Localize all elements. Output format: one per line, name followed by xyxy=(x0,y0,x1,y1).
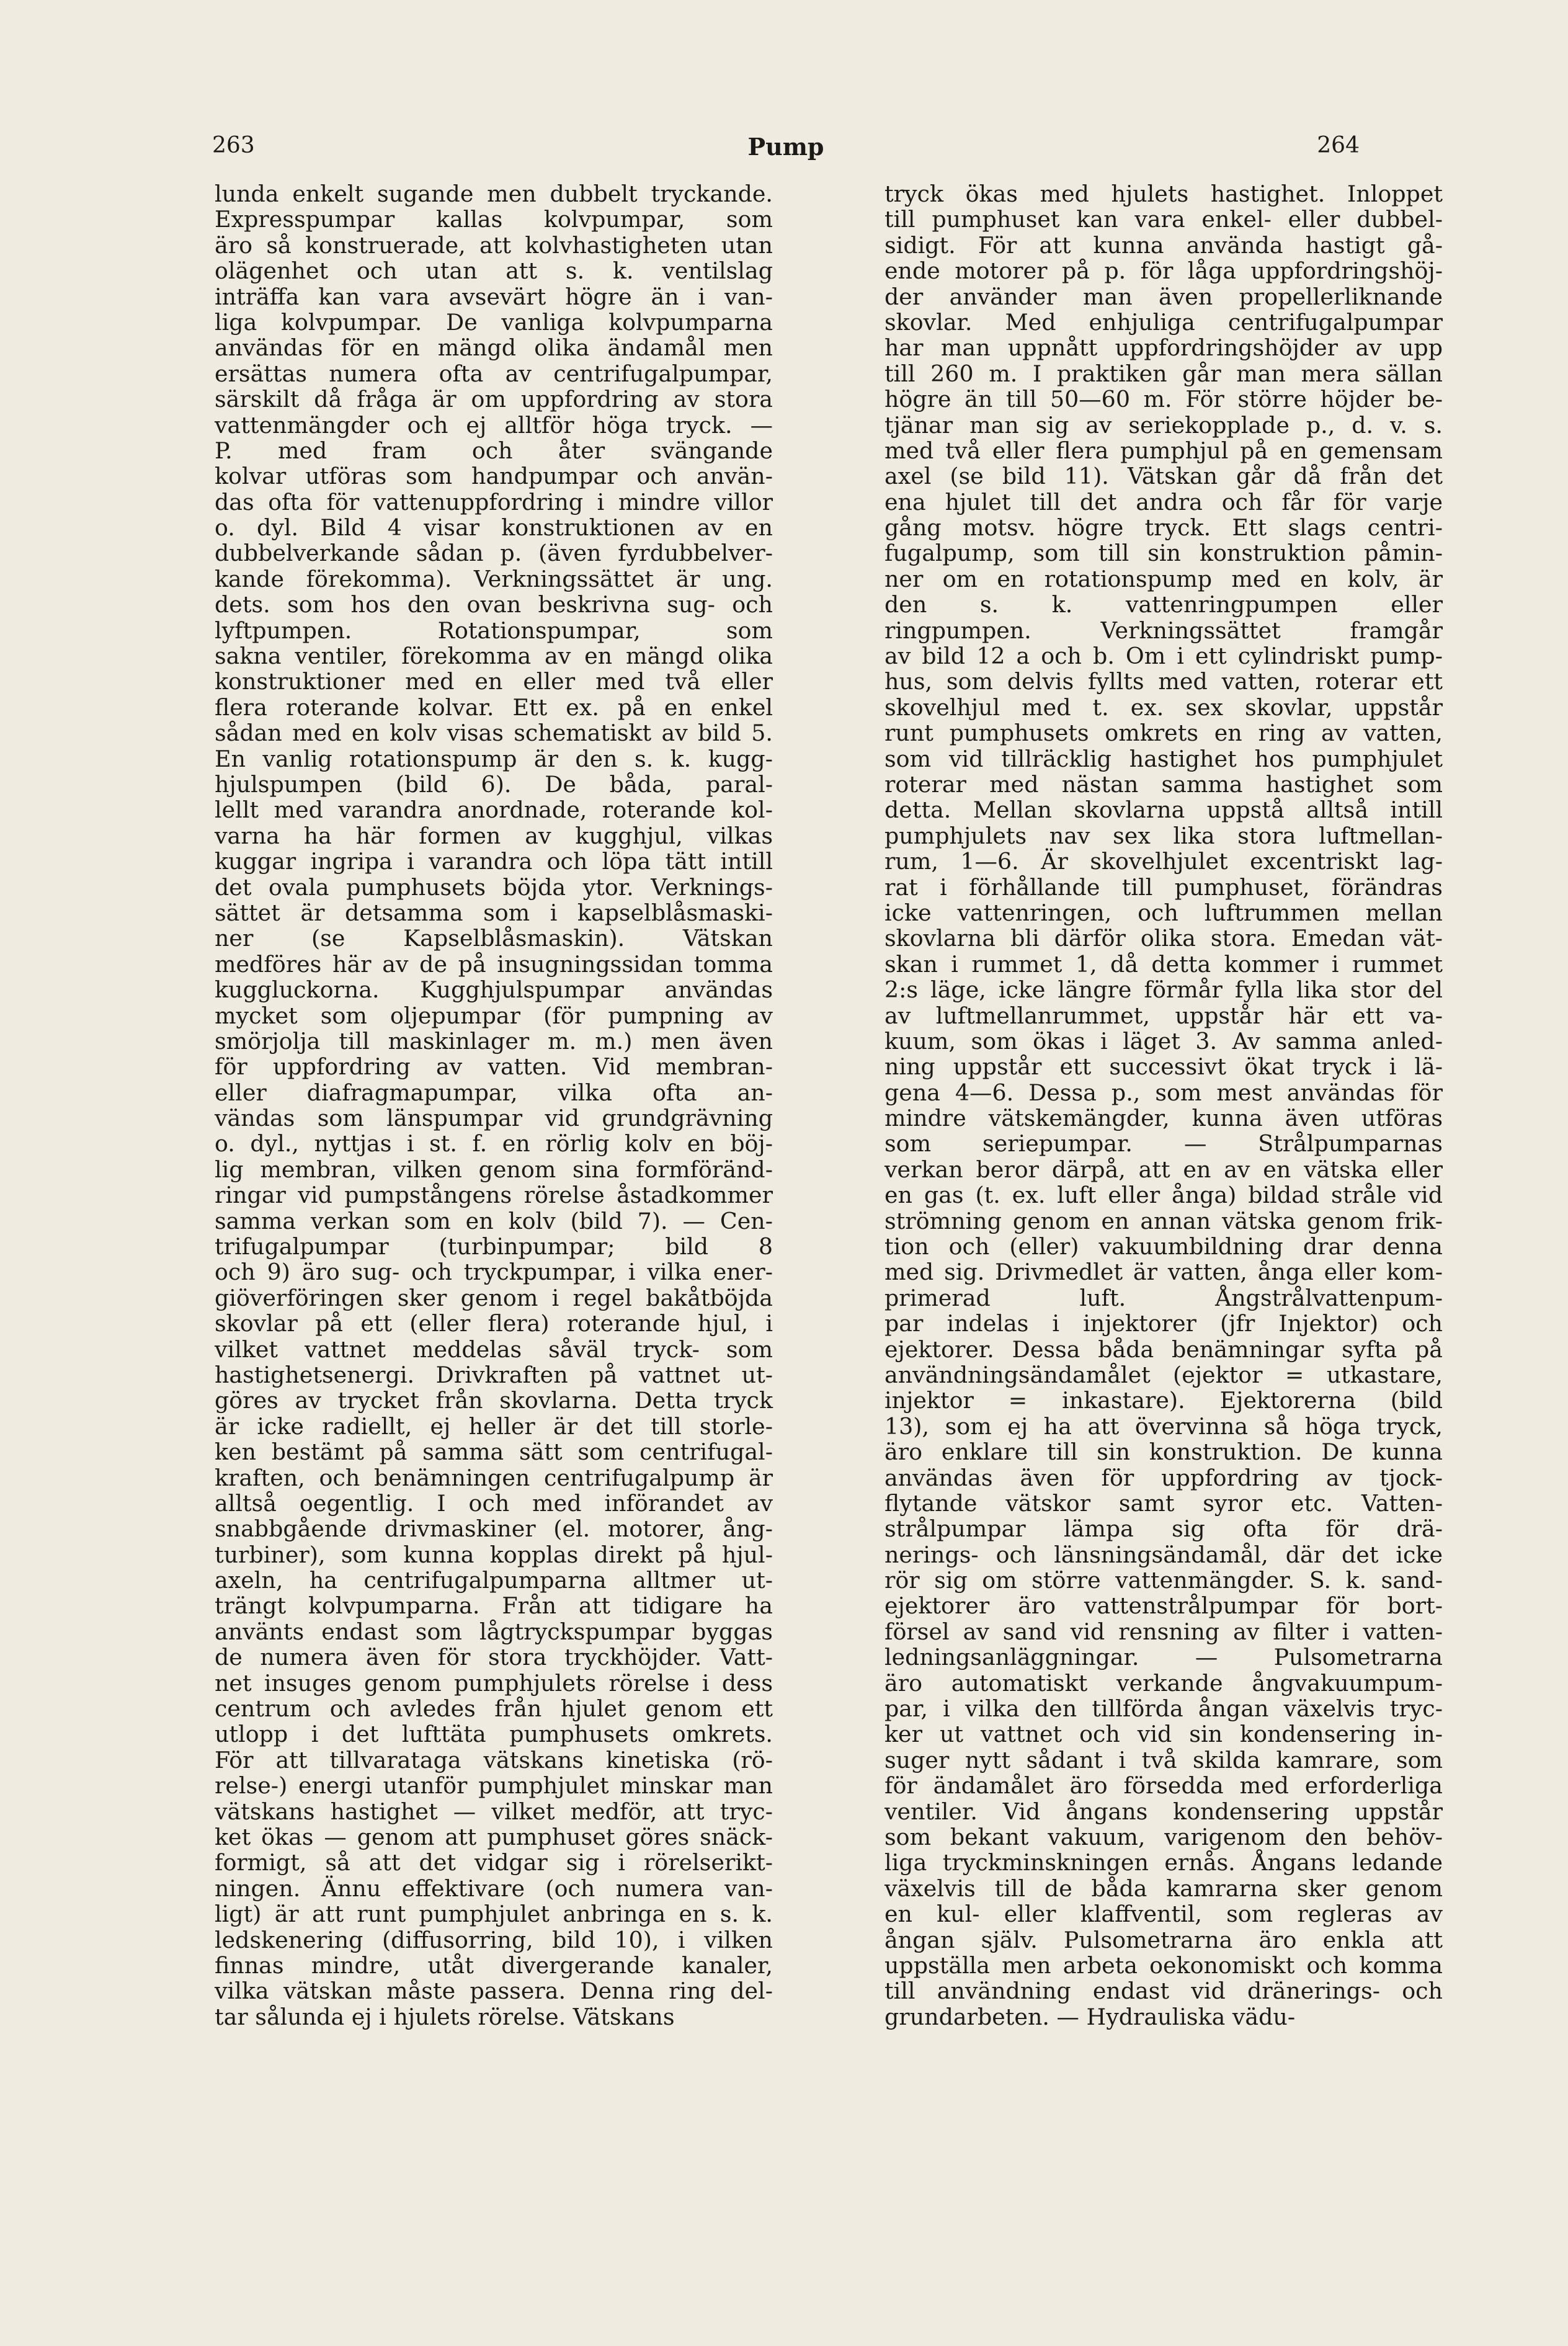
text-line: rör sig om större vattenmängder. S. k. sand- xyxy=(884,1567,1443,1594)
text-line: det ovala pumphusets böjda ytor. Verknings- xyxy=(215,873,773,901)
text-line: har man uppnått uppfordringshöjder av upp xyxy=(884,334,1443,362)
text-line: nerings- och länsningsändamål, där det icke xyxy=(884,1541,1443,1568)
text-line: ledskenering (diffusorring, bild 10), i vilken xyxy=(215,1926,773,1953)
text-line: ringpumpen. Verkningssättet framgår xyxy=(884,617,1443,644)
text-line: lellt med varandra anordnade, roterande kol- xyxy=(215,796,773,824)
text-line: och 9) äro sug- och tryckpumpar, i vilka ener- xyxy=(215,1259,773,1286)
text-line: lig membran, vilken genom sina formföränd- xyxy=(215,1156,773,1183)
text-line: skan i rummet 1, då detta kommer i rummet xyxy=(884,950,1443,978)
text-line: ning uppstår ett successivt ökat tryck i lä- xyxy=(884,1053,1443,1081)
text-line: lyftpumpen. Rotationspumpar, som xyxy=(215,617,773,644)
page-header xyxy=(212,133,1360,170)
text-line: o. dyl., nyttjas i st. f. en rörlig kolv en böj- xyxy=(215,1130,773,1157)
text-line: das ofta för vattenuppfordring i mindre villor xyxy=(215,488,773,515)
text-line: formigt, så att det vidgar sig i rörelserikt- xyxy=(215,1849,773,1876)
text-line: av luftmellanrummet, uppstår här ett va- xyxy=(884,1002,1443,1029)
text-line: ventiler. Vid ångans kondensering uppstår xyxy=(884,1798,1443,1825)
text-line: särskilt då fråga är om uppfordring av stora xyxy=(215,386,773,413)
text-line: varna ha här formen av kugghjul, vilkas xyxy=(215,822,773,849)
text-line: till pumphuset kan vara enkel- eller dubbel- xyxy=(884,206,1443,233)
text-line: gena 4—6. Dessa p., som mest användas för xyxy=(884,1079,1443,1106)
text-line: o. dyl. Bild 4 visar konstruktionen av en xyxy=(215,514,773,542)
text-line: göres av trycket från skovlarna. Detta tryck xyxy=(215,1387,773,1414)
text-line: kolvar utföras som handpumpar och använ- xyxy=(215,463,773,490)
text-line: ket ökas — genom att pumphuset göres snäck- xyxy=(215,1824,773,1850)
text-line: primerad luft. Ångstrålvattenpum- xyxy=(884,1284,1443,1311)
text-line: centrum och avledes från hjulet genom ett xyxy=(215,1695,773,1723)
left-column xyxy=(215,181,773,2030)
text-line: uppställa men arbeta oekonomiskt och komma xyxy=(884,1951,1443,1979)
right-column xyxy=(884,181,1443,2030)
text-line: sidigt. För att kunna använda hastigt gå- xyxy=(884,231,1443,259)
text-line: smörjolja till maskinlager m. m.) men även xyxy=(215,1027,773,1055)
text-line: mindre vätskemängder, kunna även utföras xyxy=(884,1105,1443,1132)
text-line: vändas som länspumpar vid grundgrävning xyxy=(215,1105,773,1132)
text-line: lunda enkelt sugande men dubbelt tryckande. xyxy=(215,181,773,207)
text-line: 13), som ej ha att övervinna så höga tryck, xyxy=(884,1412,1443,1440)
text-line: axel (se bild 11). Vätskan går då från det xyxy=(884,463,1443,490)
text-line: P. med fram och åter svängande xyxy=(215,437,773,464)
text-line: av bild 12 a och b. Om i ett cylindriskt pump- xyxy=(884,643,1443,670)
text-line: ker ut vattnet och vid sin kondensering in- xyxy=(884,1721,1443,1748)
text-line: ner (se Kapselblåsmaskin). Vätskan xyxy=(215,925,773,952)
text-line: för ändamålet äro försedda med erforderliga xyxy=(884,1772,1443,1800)
text-line: växelvis till de båda kamrarna sker genom xyxy=(884,1875,1443,1902)
text-line: injektor = inkastare). Ejektorerna (bild xyxy=(884,1387,1443,1414)
text-line: samma verkan som en kolv (bild 7). — Cen- xyxy=(215,1207,773,1234)
text-line: turbiner), som kunna kopplas direkt på hjul- xyxy=(215,1541,773,1568)
text-line: användningsändamålet (ejektor = utkastare, xyxy=(884,1361,1443,1388)
text-line: inträffa kan vara avsevärt högre än i van- xyxy=(215,283,773,310)
text-line: pumphjulets nav sex lika stora luftmellan- xyxy=(884,822,1443,849)
text-line: ejektorer äro vattenstrålpumpar för bort- xyxy=(884,1592,1443,1620)
text-line: olägenhet och utan att s. k. ventilslag xyxy=(215,257,773,285)
text-line: med två eller flera pumphjul på en gemensam xyxy=(884,437,1443,464)
text-line: trängt kolvpumparna. Från att tidigare ha xyxy=(215,1592,773,1620)
text-line: sättet är detsamma som i kapselblåsmaski- xyxy=(215,899,773,926)
text-line: relse-) energi utanför pumphjulet minskar man xyxy=(215,1772,773,1800)
text-line: Expresspumpar kallas kolvpumpar, som xyxy=(215,206,773,233)
text-line: äro enklare till sin konstruktion. De kunna xyxy=(884,1438,1443,1466)
text-line: par indelas i injektorer (jfr Injektor) och xyxy=(884,1310,1443,1337)
text-line: rum, 1—6. Är skovelhjulet excentriskt lag- xyxy=(884,848,1443,875)
text-line: försel av sand vid rensning av filter i vatten- xyxy=(884,1618,1443,1645)
text-line: användas även för uppfordring av tjock- xyxy=(884,1464,1443,1491)
text-line: som bekant vakuum, varigenom den behöv- xyxy=(884,1824,1443,1850)
text-line: utlopp i det lufttäta pumphusets omkrets. xyxy=(215,1721,773,1748)
text-line: ångan själv. Pulsometrarna äro enkla att xyxy=(884,1926,1443,1953)
text-line: skovlarna bli därför olika stora. Emedan vät- xyxy=(884,925,1443,952)
text-line: hastighetsenergi. Drivkraften på vattnet ut- xyxy=(215,1361,773,1388)
text-line: ena hjulet till det andra och får för varje xyxy=(884,488,1443,515)
text-line: sådan med en kolv visas schematiskt av bild 5. xyxy=(215,720,773,747)
text-line: till 260 m. I praktiken går man mera sällan xyxy=(884,360,1443,387)
text-line: giöverföringen sker genom i regel bakåtböjda xyxy=(215,1284,773,1311)
page-title: Pump xyxy=(747,133,824,161)
text-line: fugalpump, som till sin konstruktion påmin- xyxy=(884,540,1443,567)
text-line: äro så konstruerade, att kolvhastigheten utan xyxy=(215,231,773,259)
text-line: grundarbeten. — Hydrauliska vädu- xyxy=(884,2003,1296,2030)
text-line: kraften, och benämningen centrifugalpump är xyxy=(215,1464,773,1491)
text-line: den s. k. vattenringpumpen eller xyxy=(884,591,1443,618)
text-line: tjänar man sig av seriekopplade p., d. v. s. xyxy=(884,411,1443,439)
text-line: vilket vattnet meddelas såväl tryck- som xyxy=(215,1336,773,1363)
text-line: flera roterande kolvar. Ett ex. på en enkel xyxy=(215,694,773,721)
text-line: hjulspumpen (bild 6). De båda, paral- xyxy=(215,770,773,798)
text-line: använts endast som lågtryckspumpar byggas xyxy=(215,1618,773,1645)
text-line: dubbelverkande sådan p. (även fyrdubbelver- xyxy=(215,540,773,567)
text-line: är icke radiellt, ej heller är det till storle- xyxy=(215,1412,773,1440)
text-line: tion och (eller) vakuumbildning drar denna xyxy=(884,1233,1443,1260)
text-line: kuggluckorna. Kugghjulspumpar användas xyxy=(215,976,773,1004)
text-line: kande förekomma). Verkningssättet är ung. xyxy=(215,565,773,592)
text-line: högre än till 50—60 m. För större höjder be- xyxy=(884,386,1443,413)
text-line: skovlar. Med enhjuliga centrifugalpumpar xyxy=(884,308,1443,336)
text-line: en kul- eller klaffventil, som regleras av xyxy=(884,1901,1443,1928)
text-line: till användning endast vid dränerings- och xyxy=(884,1978,1443,2005)
text-line: ken bestämt på samma sätt som centrifugal- xyxy=(215,1438,773,1466)
text-line: ersättas numera ofta av centrifugalpumpar, xyxy=(215,360,773,387)
text-line: runt pumphusets omkrets en ring av vatten, xyxy=(884,720,1443,747)
page-number-right: 264 xyxy=(1317,133,1360,158)
text-line: icke vattenringen, och luftrummen mellan xyxy=(884,899,1443,926)
text-line: konstruktioner med en eller med två eller xyxy=(215,668,773,695)
text-line: strålpumpar lämpa sig ofta för drä- xyxy=(884,1515,1443,1543)
text-line: roterar med nästan samma hastighet som xyxy=(884,770,1443,798)
text-line: ledningsanläggningar. — Pulsometrarna xyxy=(884,1644,1443,1671)
text-line: rat i förhållande till pumphuset, förändras xyxy=(884,873,1443,901)
text-line: ningen. Ännu effektivare (och numera van- xyxy=(215,1875,773,1902)
text-line: detta. Mellan skovlarna uppstå alltså intill xyxy=(884,796,1443,824)
text-line: net insuges genom pumphjulets rörelse i dess xyxy=(215,1669,773,1697)
text-line: snabbgående drivmaskiner (el. motorer, ång- xyxy=(215,1515,773,1543)
text-line: ende motorer på p. för låga uppfordringshöj- xyxy=(884,257,1443,285)
text-line: finnas mindre, utåt divergerande kanaler, xyxy=(215,1951,773,1979)
text-line: mycket som oljepumpar (för pumpning av xyxy=(215,1002,773,1029)
text-line: vätskans hastighet — vilket medför, att tryc- xyxy=(215,1798,773,1825)
text-line: trifugalpumpar (turbinpumpar; bild 8 xyxy=(215,1233,773,1260)
text-line: skovelhjul med t. ex. sex skovlar, uppstår xyxy=(884,694,1443,721)
text-line: par, i vilka den tillförda ångan växelvis tryc- xyxy=(884,1695,1443,1723)
text-line: medföres här av de på insugningssidan tomma xyxy=(215,950,773,978)
text-line: axeln, ha centrifugalpumparna alltmer ut- xyxy=(215,1567,773,1594)
text-line: användas för en mängd olika ändamål men xyxy=(215,334,773,362)
text-line: som seriepumpar. — Strålpumparnas xyxy=(884,1130,1443,1157)
text-line: 2:s läge, icke längre förmår fylla lika stor del xyxy=(884,976,1443,1004)
text-line: hus, som delvis fyllts med vatten, roterar ett xyxy=(884,668,1443,695)
text-line: med sig. Drivmedlet är vatten, ånga eller kom- xyxy=(884,1259,1443,1286)
text-line: verkan beror därpå, att en av en vätska eller xyxy=(884,1156,1443,1183)
text-line: suger nytt sådant i två skilda kamrare, som xyxy=(884,1746,1443,1773)
text-line: ejektorer. Dessa båda benämningar syfta på xyxy=(884,1336,1443,1363)
text-line: der använder man även propellerliknande xyxy=(884,283,1443,310)
text-line: kuggar ingripa i varandra och löpa tätt intill xyxy=(215,848,773,875)
text-line: vilka vätskan måste passera. Denna ring del- xyxy=(215,1978,773,2005)
text-line: sakna ventiler, förekomma av en mängd olika xyxy=(215,643,773,670)
text-line: eller diafragmapumpar, vilka ofta an- xyxy=(215,1079,773,1106)
text-line: som vid tillräcklig hastighet hos pumphjulet xyxy=(884,745,1443,772)
text-line: dets. som hos den ovan beskrivna sug- och xyxy=(215,591,773,618)
text-line: en gas (t. ex. luft eller ånga) bildad stråle vid xyxy=(884,1182,1443,1209)
text-line: flytande vätskor samt syror etc. Vatten- xyxy=(884,1489,1443,1517)
text-line: skovlar på ett (eller flera) roterande hjul, i xyxy=(215,1310,773,1337)
text-line: vattenmängder och ej alltför höga tryck. — xyxy=(215,411,773,439)
text-line: tryck ökas med hjulets hastighet. Inloppet xyxy=(884,181,1443,207)
text-line: strömning genom en annan vätska genom frik- xyxy=(884,1207,1443,1234)
text-line: En vanlig rotationspump är den s. k. kugg- xyxy=(215,745,773,772)
text-line: tar sålunda ej i hjulets rörelse. Vätskans xyxy=(215,2003,675,2030)
text-line: de numera även för stora tryckhöjder. Vatt- xyxy=(215,1644,773,1671)
text-line: liga kolvpumpar. De vanliga kolvpumparna xyxy=(215,308,773,336)
text-line: ringar vid pumpstångens rörelse åstadkommer xyxy=(215,1182,773,1209)
text-line: alltså oegentlig. I och med införandet av xyxy=(215,1489,773,1517)
text-line: äro automatiskt verkande ångvakuumpum- xyxy=(884,1669,1443,1697)
text-line: gång motsv. högre tryck. Ett slags centri- xyxy=(884,514,1443,542)
text-line: ner om en rotationspump med en kolv, är xyxy=(884,565,1443,592)
text-line: liga tryckminskningen ernås. Ångans ledande xyxy=(884,1849,1443,1876)
page-number-left: 263 xyxy=(212,133,255,158)
text-line: för uppfordring av vatten. Vid membran- xyxy=(215,1053,773,1081)
text-line: För att tillvaratagа vätskans kinetiska (rö- xyxy=(215,1746,773,1773)
text-line: kuum, som ökas i läget 3. Av samma anled- xyxy=(884,1027,1443,1055)
text-line: ligt) är att runt pumphjulet anbringa en s. k. xyxy=(215,1901,773,1928)
